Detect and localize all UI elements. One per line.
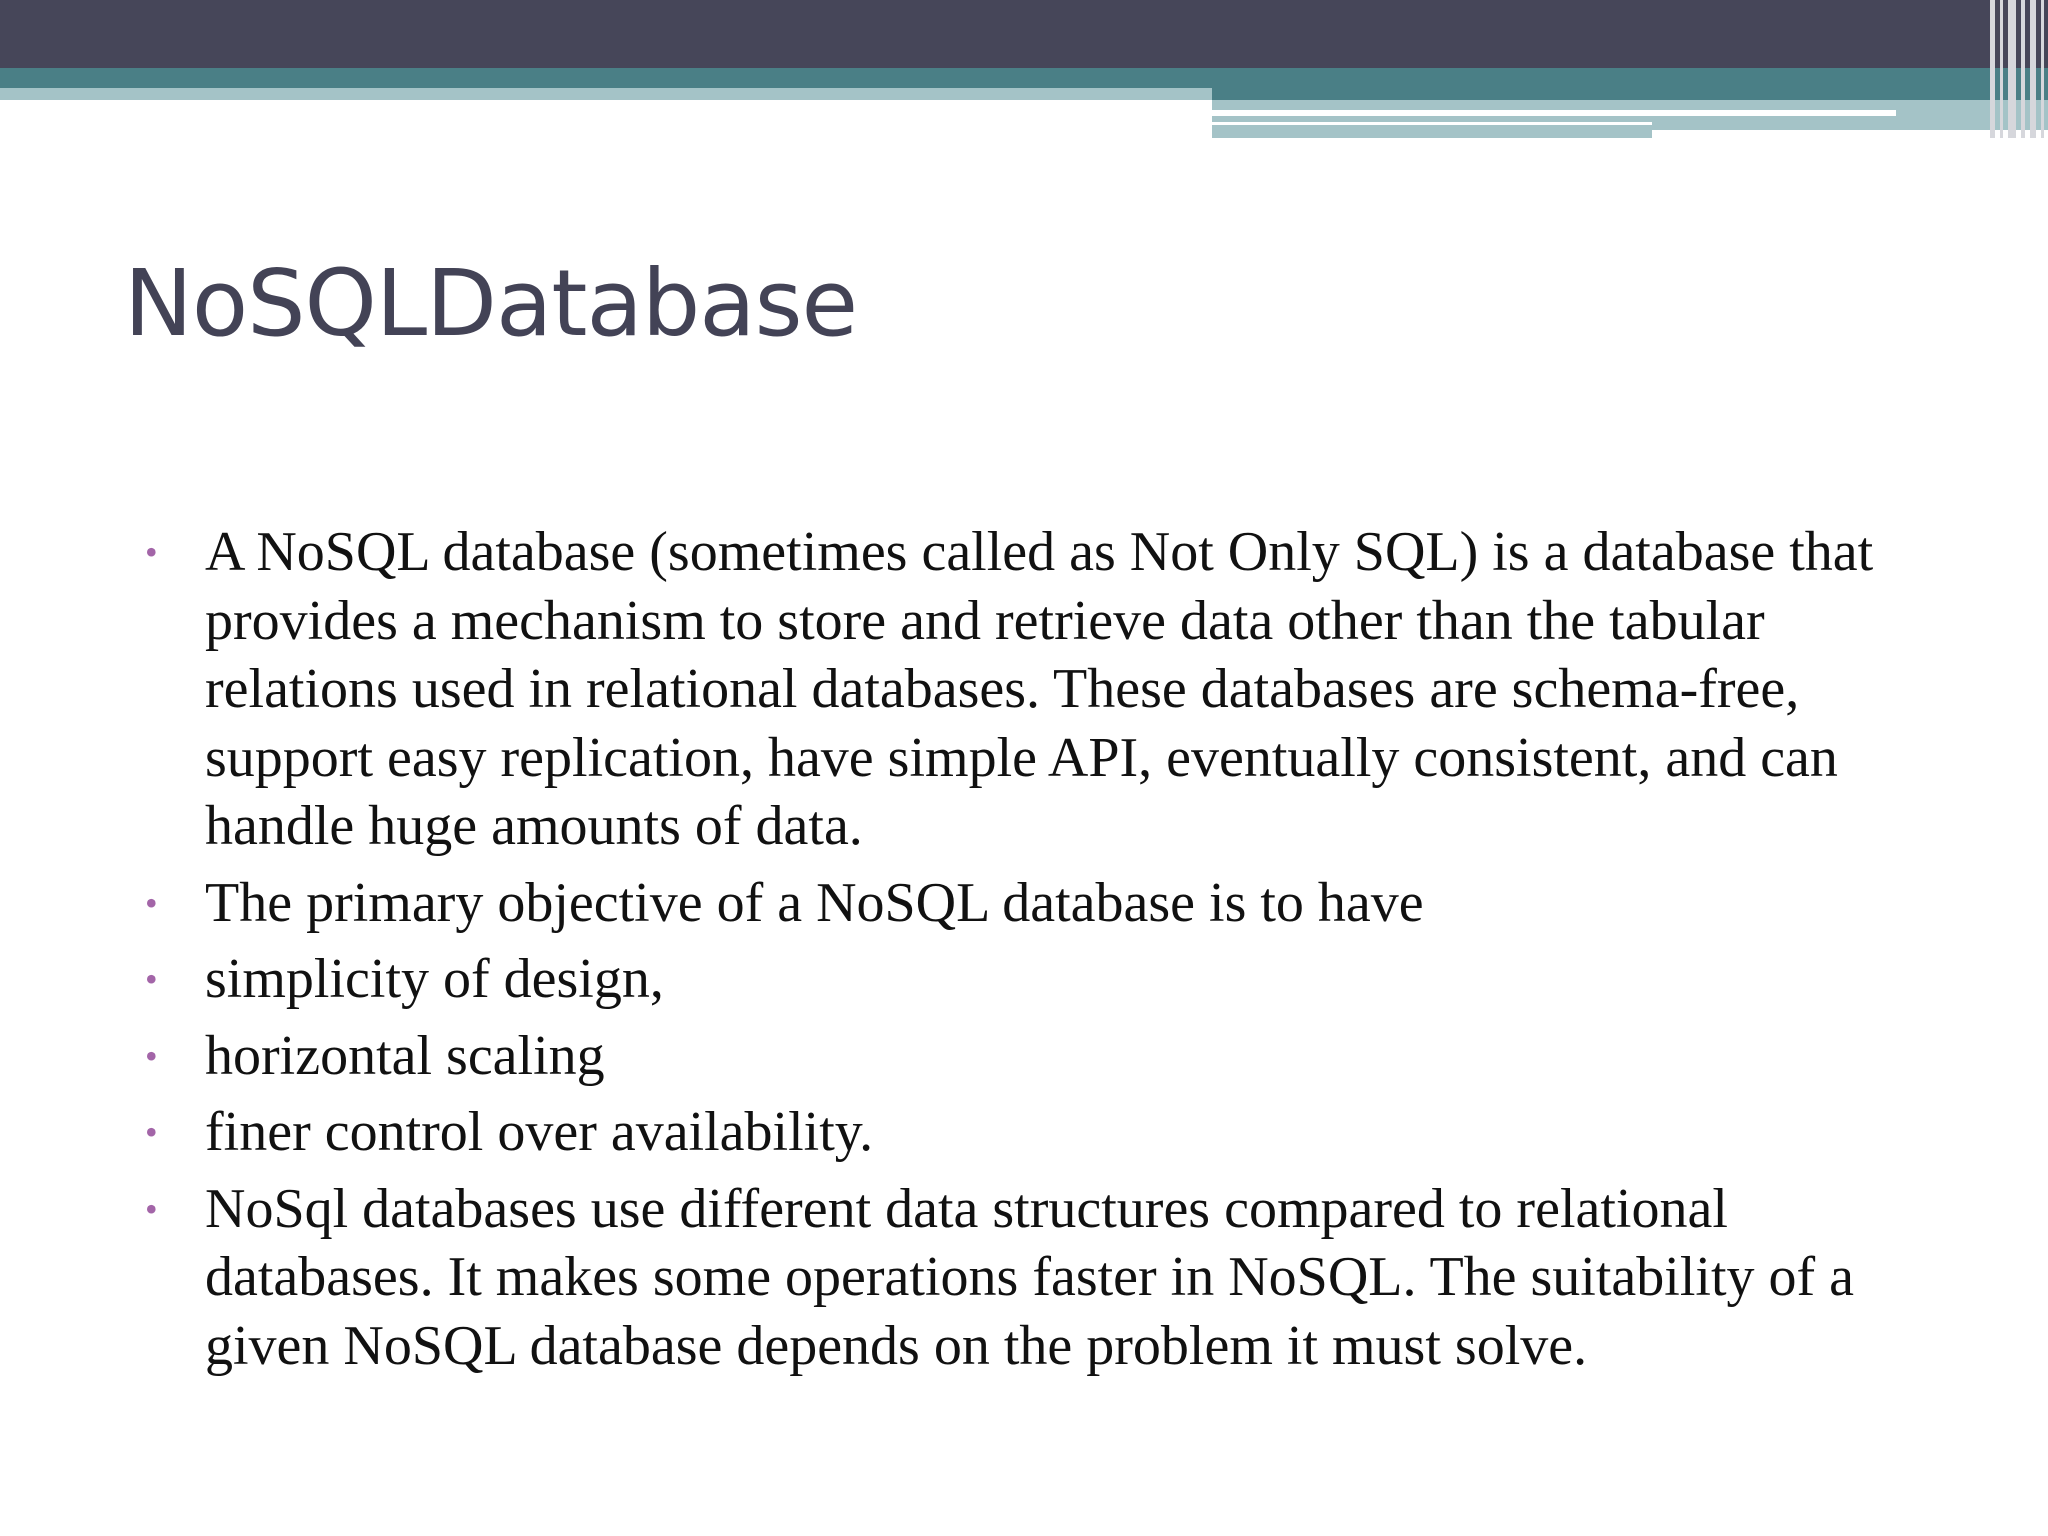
list-item [145, 518, 1945, 861]
list-item [145, 869, 1945, 938]
list-item [145, 1022, 1945, 1091]
bullet-icon: • [145, 959, 158, 999]
header-band-teal-right [1212, 88, 2048, 100]
list-item [145, 945, 1945, 1014]
list-item [145, 1098, 1945, 1167]
bullet-text: The primary objective of a NoSQL database is to have [205, 871, 1424, 934]
slide-title: NoSQLDatabase [124, 250, 858, 357]
bullet-icon: • [145, 532, 158, 572]
bullet-icon: • [145, 1112, 158, 1152]
bullet-icon: • [145, 1188, 158, 1229]
bullet-list [145, 518, 1945, 1388]
header-band-teal [0, 68, 2048, 88]
header-line [1212, 122, 1652, 125]
bullet-text: simplicity of design, [205, 948, 664, 1010]
list-item [145, 1175, 1945, 1381]
bullet-text: finer control over availability. [205, 1101, 874, 1163]
header-line [1212, 110, 1896, 116]
bullet-text: A NoSQL database (sometimes called as Not Only SQL) is a database that provides a mechanism to store and retrieve data other than the tabular relations used in relational databases. These databases are schema-free, support easy replication, have simple API, eventually consistent, and can handle huge amounts of data. [205, 521, 1874, 857]
header-band-dark [0, 0, 2048, 68]
header-band-light-left [0, 88, 1212, 100]
bullet-icon: • [145, 882, 158, 923]
bullet-text: NoSql databases use different data structures compared to relational databases. It makes some operations faster in NoSQL. The suitability of a given NoSQL database depends on the problem it must solve. [205, 1177, 1855, 1377]
header-right-stripes [1986, 0, 2048, 138]
bullet-icon: • [145, 1035, 158, 1076]
bullet-text: horizontal scaling [205, 1024, 605, 1087]
